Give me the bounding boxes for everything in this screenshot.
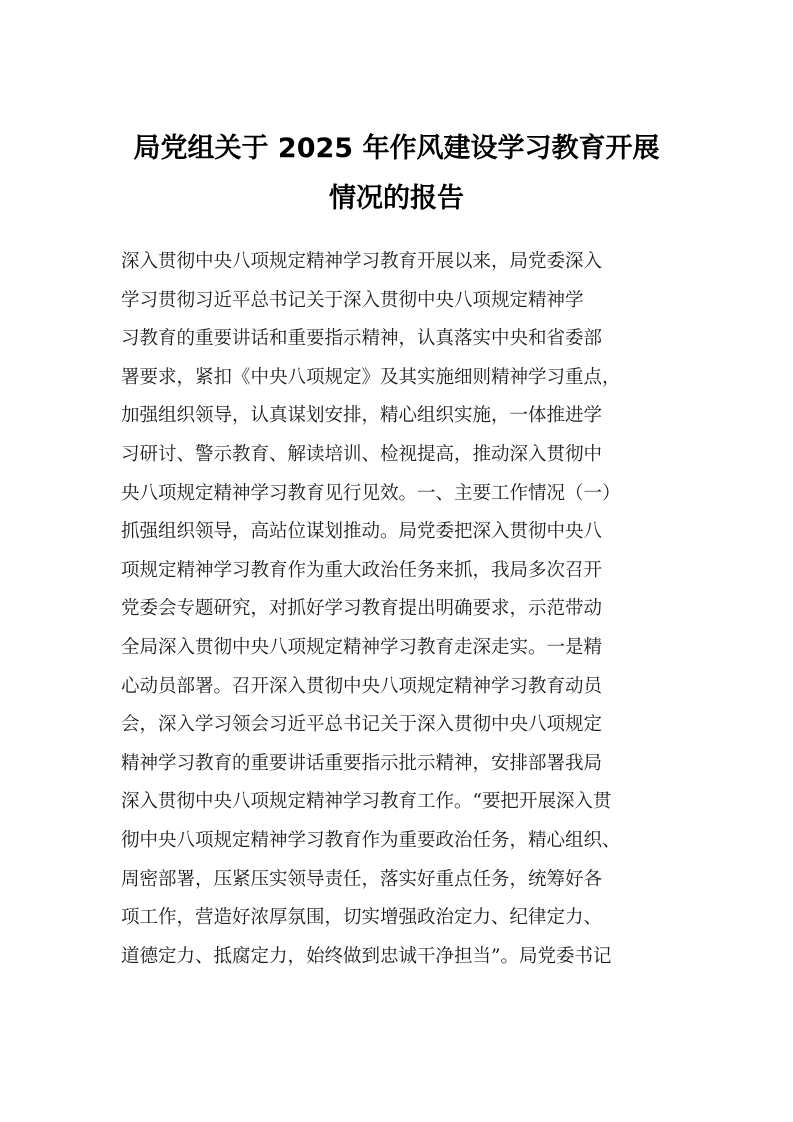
body-text-line: 深入贯彻中央八项规定精神学习教育开展以来，局党委深入 [121, 251, 603, 272]
body-text-line: 项工作，营造好浓厚氛围，切实增强政治定力、纪律定力、 [121, 907, 603, 929]
body-text-line: 抓强组织领导，高站位谋划推动。局党委把深入贯彻中央八 [121, 521, 603, 543]
body-text-line: 全局深入贯彻中央八项规定精神学习教育走深走实。一是精 [121, 637, 603, 658]
body-text-line: 习研讨、警示教育、解读培训、检视提高，推动深入贯彻中 [121, 444, 603, 465]
body-text-line: 项规定精神学习教育作为重大政治任务来抓，我局多次召开 [121, 559, 603, 581]
body-text-line: 加强组织领导，认真谋划安排，精心组织实施，一体推进学 [121, 405, 603, 427]
body-text-line: 精神学习教育的重要讲话重要指示批示精神，安排部署我局 [121, 752, 603, 774]
body-text-line: 心动员部署。召开深入贯彻中央八项规定精神学习教育动员 [121, 675, 603, 697]
body-text-line: 署要求，紧扣《中央八项规定》及其实施细则精神学习重点， [121, 366, 621, 388]
body-text-line: 习教育的重要讲话和重要指示精神，认真落实中央和省委部 [121, 328, 603, 350]
body-text-line: 彻中央八项规定精神学习教育作为重要政治任务，精心组织、 [121, 830, 621, 851]
body-text-line: 党委会专题研究，对抓好学习教育提出明确要求，示范带动 [121, 598, 603, 620]
document-title-line-2: 情况的报告 [329, 183, 464, 214]
body-text-line: 学习贯彻习近平总书记关于深入贯彻中央八项规定精神学 [121, 289, 584, 311]
body-text-line: 会，深入学习领会习近平总书记关于深入贯彻中央八项规定 [121, 714, 603, 736]
body-text-line: 道德定力、抵腐定力，始终做到忠诚干净担当”。局党委书记 [121, 945, 612, 967]
body-text-line: 周密部署，压紧压实领导责任，落实好重点任务，统筹好各 [121, 868, 603, 890]
body-text-line: 深入贯彻中央八项规定精神学习教育工作。“要把开展深入贯 [121, 791, 612, 813]
document-title-line-1: 局党组关于 2025 年作风建设学习教育开展 [133, 133, 660, 164]
body-text-line: 央八项规定精神学习教育见行见效。一、主要工作情况（一） [121, 482, 621, 504]
